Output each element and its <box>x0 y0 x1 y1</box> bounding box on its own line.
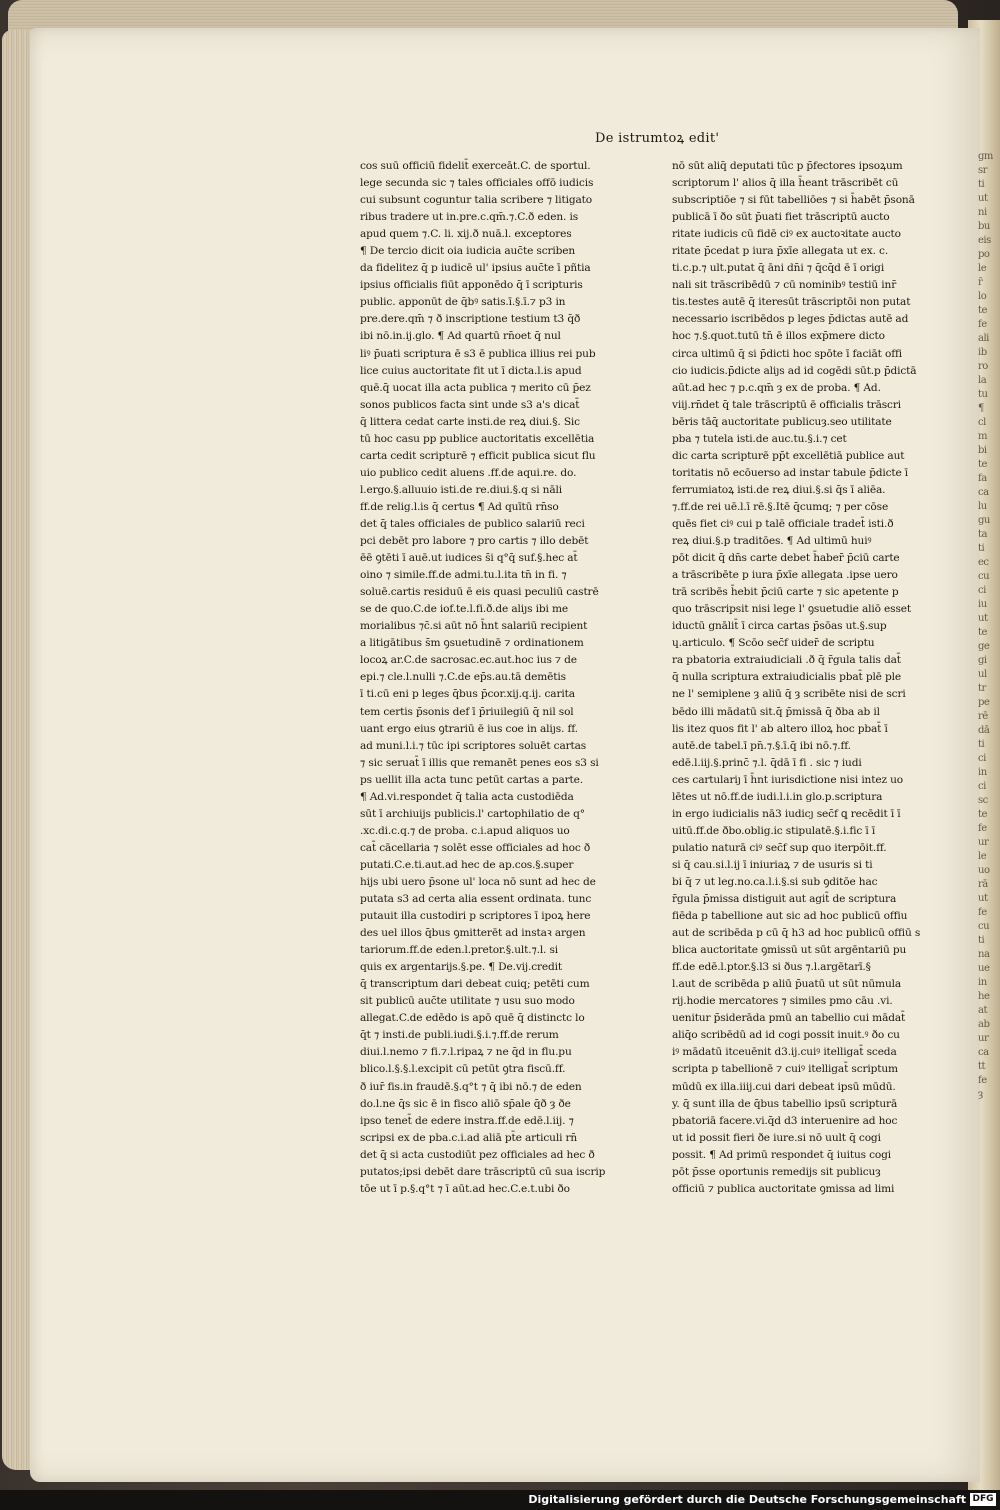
text-line: a litigātibus s̄m ꝯsuetudinē ⁊ ordinationem <box>360 637 584 650</box>
sliver-fragment: gu <box>978 515 990 526</box>
text-line: q̄ littera cedat carte insti.de reꝝ diui.§. Sic <box>360 415 580 428</box>
text-line: publicā ī ðo sūt p̄uati fiet trāscriptū aucto <box>672 211 890 224</box>
text-line: scriptorum l' alios q̄ illa h̄eant trāscribēt cū <box>672 177 899 190</box>
text-line: ēē ꝯtēti ī auē.ut iudices s̄i q°q̄ suf.§.hec at̄ <box>360 552 578 565</box>
text-line: subscriptiōe ⁊ si fūt tabelliōes ⁊ si h̄abēt p̄sonā <box>672 194 915 207</box>
text-line: rij.hodie mercatores ⁊ similes pmo cāu .vi. <box>672 995 893 1008</box>
text-line: ¶ De tercio dicit oia iudicia auc̄te scriben <box>360 245 576 258</box>
text-line: des uel illos q̄bus ꝯmitterēt ad instaꝛ argen <box>360 927 586 940</box>
sliver-fragment: ec <box>978 557 989 568</box>
sliver-fragment: le <box>978 851 987 862</box>
text-line: r̄gula p̄missa distiguit aut agit̄ de scriptura <box>672 893 897 906</box>
text-line: oino ⁊ simile.ff.de admi.tu.l.ita tn̄ in fi. ⁊ <box>360 569 567 582</box>
text-line: ribus tradere ut in.pre.c.qm̄.⁊.C.ð eden. is <box>360 211 578 224</box>
text-line: carta cedit scripturē ⁊ efficit publica sicut flu <box>360 449 596 462</box>
text-line: det q̄ si acta custodiūt pez officiales ad hec ð <box>360 1148 595 1161</box>
text-line: scripsi ex de pba.c.i.ad aliā pt̄e articuli rn̄ <box>360 1131 578 1144</box>
text-line: q̄ transcriptum dari debeat cuiq; petēti cum <box>360 978 590 991</box>
sliver-fragment: fa <box>978 473 987 484</box>
text-column-left <box>360 158 632 1198</box>
sliver-fragment: ni <box>978 207 987 218</box>
text-line: pulatio naturā ciꝰ sec̄f sup quo iterpōit.ff. <box>672 841 887 854</box>
text-line: tem certis p̄sonis def ī p̄riuilegiū q̄ nil sol <box>360 705 574 718</box>
text-line: se de quo.C.de iof.te.l.fi.ð.de aliȷs ibi me <box>360 603 568 616</box>
sliver-fragment: ȝ <box>978 1089 983 1100</box>
sliver-fragment: pe <box>978 697 990 708</box>
sliver-fragment: ul <box>978 669 987 680</box>
text-line: q̄t ⁊ insti.de publi.iudi.§.i.⁊.ff.de rerum <box>360 1029 559 1042</box>
text-line: aūt.ad hec ⁊ p.c.qm̄ ȝ ex de proba. ¶ Ad. <box>672 381 881 394</box>
text-line: ra pbatoria extraiudiciali .ð q̄ r̄gula talis dat̄ <box>672 654 901 667</box>
sliver-fragment: ge <box>978 641 990 652</box>
text-line: ti.c.p.⁊ ult.putat q̄ āni dn̄i ⁊ q̄cq̄d ē ī origi <box>672 262 885 275</box>
text-line: reꝝ diui.§.p traditōes. ¶ Ad ultimū huiꝰ <box>672 535 872 548</box>
sliver-fragment: na <box>978 949 990 960</box>
sliver-fragment: ci <box>978 753 986 764</box>
sliver-fragment: ¶ <box>978 403 984 414</box>
text-line: ⁊ sic seruat̄ ī illis que remanēt penes eos s3 si <box>360 756 599 769</box>
text-line: pōt dicit q̄ dn̄s carte debet h̄aber̄ p̄ciū carte <box>672 552 900 565</box>
text-line: bi q̄ ⁊ ut leg.no.ca.l.i.§.si sub ꝯditōe hac <box>672 875 878 888</box>
text-line: .xc.di.c.q.⁊ de proba. c.i.apud aliquos uo <box>360 824 570 837</box>
sliver-fragment: in <box>978 977 987 988</box>
text-line: da fidelitez q̄ p iudicē ul' ipsius auc̄te ī pñtia <box>360 262 591 275</box>
sliver-fragment: la <box>978 375 987 386</box>
sliver-fragment: ur <box>978 837 989 848</box>
sliver-fragment: ib <box>978 347 987 358</box>
text-line: toritatis nō ecōuerso ad instar tabule p̄dicte ī <box>672 466 909 479</box>
text-line: mūdū ex illa.iiij.cui dari debeat ipsū mūdū. <box>672 1080 896 1093</box>
sliver-fragment: fe <box>978 907 987 918</box>
text-line: diui.l.nemo ⁊ fi.⁊.l.ripaꝝ ⁊ ne q̄d in flu.pu <box>360 1046 572 1059</box>
text-line: ⁊.ff.de rei uē.l.ī rē.§.Itē q̄cumq; ⁊ per cōse <box>672 500 889 513</box>
text-line: lice cuius auctoritate fit ut ī dicta.l.is apud <box>360 364 582 377</box>
book-left-edges <box>2 30 32 1470</box>
sliver-fragment: ti <box>978 739 985 750</box>
sliver-fragment: te <box>978 459 987 470</box>
text-line: putati.C.e.ti.aut.ad hec de ap.cos.§.super <box>360 858 574 871</box>
sliver-fragment: cl <box>978 417 986 428</box>
text-line: ut id possit fieri ðe iure.si nō uult q̄ cogi <box>672 1131 881 1144</box>
sliver-fragment: gm <box>978 151 993 162</box>
text-line: ces cartulariȷ ī h̄nt iurisdictione nisi intez uo <box>672 773 904 786</box>
sliver-fragment: le <box>978 263 987 274</box>
text-line: scripta p tabellionē ⁊ cuiꝰ itelligat̄ scriptum <box>672 1063 898 1076</box>
sliver-fragment: ali <box>978 333 989 344</box>
text-line: putata s3 ad certa alia essent ordinata. tunc <box>360 893 592 906</box>
text-line: trā scribēs h̄ebit p̄ciū carte ⁊ sic apetente p <box>672 586 899 599</box>
text-line: putatos;ipsi debēt dare trāscriptū cū sua iscrip <box>360 1165 606 1178</box>
text-line: ff.de relig.l.is q̄ certus ¶ Ad quītū rn̄so <box>360 500 559 513</box>
text-line: ne l' semiplene ȝ aliū q̄ ȝ scribēte nisi de scri <box>672 688 906 701</box>
text-line: sonos publicos facta sint unde s3 a's dicat̄ <box>360 398 580 411</box>
text-line: nali sit trāscribēdū ⁊ cū nominibꝰ testiū inr̄ <box>672 279 897 292</box>
sliver-fragment: tr <box>978 683 986 694</box>
text-line: ð iur̄ fis.in fraudē.§.q°t ⁊ q̄ ibi nō.⁊ de eden <box>360 1080 582 1093</box>
sliver-fragment: eis <box>978 235 991 246</box>
sliver-fragment: te <box>978 627 987 638</box>
sliver-fragment: sr <box>978 165 987 176</box>
sliver-fragment: rē <box>978 711 988 722</box>
sliver-fragment: rā <box>978 879 988 890</box>
text-line: putauit illa custodiri p scriptores ī ipoꝝ here <box>360 910 591 923</box>
sliver-fragment: in <box>978 767 987 778</box>
text-line: circa ultimū q̄ si p̄dicti hoc spōte ī faciāt offi <box>672 347 902 360</box>
text-line: lētes ut nō.ff.de iudi.l.i.in glo.p.scriptura <box>672 790 883 803</box>
text-line: do.l.ne q̄s sic ē in fisco aliō sp̄ale q̄ð ȝ ðe <box>360 1097 571 1110</box>
sliver-fragment: ut <box>978 893 988 904</box>
text-line: hijs ubi uero p̄sone ul' loca nō sunt ad hec de <box>360 875 596 888</box>
text-line: ipso tenet̄ de edere instra.ff.de edē.l.iij. ⁊ <box>360 1114 574 1127</box>
text-line: officiū ⁊ publica auctoritate ꝯmissa ad limi <box>672 1182 895 1195</box>
sliver-fragment: ut <box>978 193 988 204</box>
dfg-logo: DFG <box>970 1493 996 1506</box>
sliver-fragment: ue <box>978 963 990 974</box>
text-line: ad muni.l.i.⁊ tūc ipi scriptores soluēt cartas <box>360 739 587 752</box>
sliver-fragment: ca <box>978 1047 989 1058</box>
sliver-fragment: po <box>978 249 990 260</box>
sliver-fragment: tt <box>978 1061 986 1072</box>
sliver-fragment: ca <box>978 487 989 498</box>
sliver-fragment: fe <box>978 1075 987 1086</box>
text-line: autē.de tabel.ī pn̄.⁊.§.ī.q̄ ibi nō.⁊.ff. <box>672 739 851 752</box>
sliver-fragment: ci <box>978 585 986 596</box>
sliver-fragment: gi <box>978 655 987 666</box>
text-line: allegat.C.de edēdo is apō quē q̄ distinctc lo <box>360 1012 585 1025</box>
text-line: nō sūt aliq̄ deputati tūc p p̄fectores ipsoꝝum <box>672 160 903 172</box>
text-line: ps uellit illa acta tunc petūt cartas a parte. <box>360 773 583 786</box>
text-line: soluē.cartis residuū ē eis quasi peculiū castrē <box>360 586 599 599</box>
sliver-fragment: bu <box>978 221 990 232</box>
sliver-fragment: ci <box>978 781 986 792</box>
sliver-fragment: lo <box>978 291 987 302</box>
sliver-fragment: ur <box>978 1033 989 1044</box>
text-line: tariorum.ff.de eden.l.pretor.§.ult.⁊.l. si <box>360 944 559 957</box>
sliver-fragment: te <box>978 305 987 316</box>
text-line: bēdo illi mādatū sit.q̄ p̄missā q̄ ðba ab il <box>672 705 880 718</box>
text-line: ferrumiatoꝝ isti.de reꝝ diui.§.si q̄s ī aliēa. <box>672 483 886 496</box>
text-line: necessario iscribēdos p leges p̄dictas autē ad <box>672 313 909 326</box>
funding-credit: Digitalisierung gefördert durch die Deutsche Forschungsgemeinschaft <box>528 1493 966 1506</box>
sliver-fragment: ut <box>978 613 988 624</box>
text-line: cat̄ cācellaria ⁊ solēt esse officiales ad hoc ð <box>360 841 591 854</box>
sliver-fragment: at <box>978 1005 987 1016</box>
text-line: det q̄ tales officiales de publico salariū reci <box>360 517 585 530</box>
text-line: a trāscribēte p iura p̄xīe allegata .ipse uero <box>672 569 898 582</box>
running-head: De istrumtoꝝ edit' <box>595 131 720 146</box>
sliver-fragment: ro <box>978 361 988 372</box>
text-line: tōe ut ī p.§.q°t ⁊ ī aūt.ad hec.C.e.t.ubi ðo <box>360 1182 570 1195</box>
text-line: iꝰ mādatū itceuēnit d3.ij.cuiꝰ itelligat̄ sceda <box>672 1046 897 1059</box>
text-line: pbatoriā facere.vi.q̄d d3 interuenire ad hoc <box>672 1114 898 1127</box>
text-line: ¶ Ad.vi.respondet q̄ talia acta custodiēda <box>360 790 574 803</box>
sliver-fragment: te <box>978 809 987 820</box>
sliver-fragment: ti <box>978 935 985 946</box>
text-line: edē.l.iij.§.princ̄ ⁊.l. q̄dā ī fi . sic ⁊ iudi <box>672 756 862 769</box>
sliver-fragment: uo <box>978 865 990 876</box>
text-line: cio iudicis.p̄dicte aliȷs ad id cogēdi sūt.p p̄dictā <box>672 364 917 377</box>
text-line: blico.l.§.§.l.excipit cū petūt ꝯtra fiscū.ff. <box>360 1063 566 1076</box>
text-line: ipsius officialis fiūt apponēdo q̄ ī scripturis <box>360 279 583 292</box>
text-line: quo trāscripsit nisi lege l' ꝯsuetudie aliō esset <box>672 603 911 616</box>
text-line: aut de scribēda p cū q̄ h3 ad hoc publicū offiū s <box>672 927 921 940</box>
sliver-fragment: sc <box>978 795 988 806</box>
sliver-fragment: fe <box>978 823 987 834</box>
text-line: aliq̄o scribēdū ad id cogi possit inuit.ꝰ ðo cu <box>672 1029 900 1042</box>
text-line: l.aut de scribēda p aliū p̄uatū ut sūt nūmula <box>672 978 902 991</box>
text-line: ff.de edē.l.ptor.§.l3 si ðus ⁊.l.argētarī.§ <box>672 961 871 974</box>
text-line: cui subsunt coguntur talia scribere ⁊ litigato <box>360 194 593 207</box>
sliver-fragment: ta <box>978 529 987 540</box>
text-line: tis.testes autē q̄ iteresūt trāscriptōi non putat <box>672 296 911 309</box>
text-column-right <box>672 158 940 1198</box>
text-line: blica auctoritate ꝯmissū ut sūt argēntariū pu <box>672 944 907 957</box>
text-line: uio publico cedit aluens .ff.de aqui.re. do. <box>360 466 577 479</box>
text-line: iductū gnālit̄ ī circa cartas p̄sōas ut.§.sup <box>672 620 887 633</box>
sliver-fragment: he <box>978 991 990 1002</box>
facing-page-sliver <box>978 150 1000 1350</box>
text-line: uitū.ff.de ðbo.oblig.i̇c stipulatē.§.i.fic ī ī <box>672 824 876 837</box>
text-line: sit publicū auc̄te utilitate ⁊ usu suo modo <box>360 995 575 1008</box>
sliver-fragment: m <box>978 431 987 442</box>
text-line: pōt p̄sse oportunis remedijs sit publicuȝ <box>672 1165 881 1178</box>
text-line: locoꝝ ar.C.de sacrosac.ec.aut.hoc ius ⁊ de <box>360 654 577 667</box>
text-line: pci debēt pro labore ⁊ pro cartis ⁊ illo debēt <box>360 535 589 548</box>
text-line: morialibus ⁊c̄.si aūt nō h̄nt salariū recipient <box>360 620 588 633</box>
sliver-fragment: iu <box>978 599 987 610</box>
text-line: dic carta scripturē pp̄t excellētiā publice aut <box>672 449 905 462</box>
sliver-fragment: ti <box>978 179 985 190</box>
sliver-fragment: tu <box>978 389 988 400</box>
text-line: ī ti.cū eni p leges q̄bus p̄cor.xij.q.ij. carita <box>360 688 575 701</box>
sliver-fragment: dā <box>978 725 990 736</box>
sliver-fragment: lu <box>978 501 987 512</box>
text-line: possit. ¶ Ad primū respondet q̄ iuitus cogi <box>672 1148 892 1161</box>
text-line: liꝰ p̄uati scriptura ē s3 ē publica illius rei pub <box>360 347 596 360</box>
text-line: viij.rn̄det q̄ tale trāscriptū ē officialis trāscri <box>672 398 901 411</box>
text-line: fiēda p tabellione aut sic ad hoc publicū offiu <box>672 910 908 923</box>
sliver-fragment: ab <box>978 1019 990 1030</box>
text-line: apud quem ⁊.C. li. xij.ð nuā.l. exceptores <box>360 228 572 241</box>
text-line: hoc ⁊.§.quot.tutū tn̄ ē illos exp̄mere dicto <box>672 330 885 343</box>
text-line: lis itez quos fit l' ab altero illoꝝ hoc pbat̄ ī <box>672 722 888 735</box>
sliver-fragment: ti <box>978 543 985 554</box>
text-line: lege secunda sic ⁊ tales officiales offō iudicis <box>360 177 594 190</box>
text-line: cos suū officiū fidelit̄ exerceāt.C. de sportul. <box>360 160 591 172</box>
text-line: uenitur p̄siderāda pmū an tabellio cui mādat̄ <box>672 1012 906 1025</box>
sliver-fragment: cu <box>978 921 990 932</box>
text-line: quis ex argentarijs.§.pe. ¶ De.vij.credit <box>360 961 563 974</box>
text-line: public. apponūt de q̄bꝰ satis.ī.§.ī.⁊ p3 in <box>360 296 566 309</box>
text-line: si q̄ cau.si.l.ij ī iniuriaꝝ ⁊ de usuris si ti <box>672 858 873 871</box>
text-line: tū hoc casu pp publice auctoritatis excellētia <box>360 432 595 445</box>
text-line: pre.dere.qm̄ ⁊ ð inscriptione testium t3 q̄ð <box>360 313 581 326</box>
sliver-fragment: bi <box>978 445 987 456</box>
footer-bar <box>0 1490 1000 1510</box>
sliver-fragment: cu <box>978 571 990 582</box>
text-line: ibi nō.in.ij.glo. ¶ Ad quartū rn̄oet q̄ nul <box>360 330 561 343</box>
text-line: epi.⁊ cle.l.nulli ⁊.C.de ep̄s.au.tā demētis <box>360 671 566 684</box>
text-line: sūt ī archiuijs publicis.l' cartophilatio de q° <box>360 807 585 820</box>
text-line: bēris tāq̄ auctoritate publicuȝ.seo utilitate <box>672 415 892 428</box>
text-line: quē.q̄ uocat illa acta publica ⁊ merito cū p̄ez <box>360 381 591 394</box>
sliver-fragment: fe <box>978 319 987 330</box>
text-line: pba ⁊ tutela isti.de auc.tu.§.i.⁊ cet <box>672 432 847 445</box>
text-line: uant ergo eius ꝯtrariū ē ius coe in aliȷs. ff. <box>360 722 578 735</box>
text-line: q̄ nulla scriptura extraiudicialis pbat̄ plē ple <box>672 671 902 684</box>
text-line: ɥ.articulo. ¶ Scōo sec̄f uider̄ de scriptu <box>672 637 875 650</box>
text-line: quēs fiet ciꝰ cui p talē officiale tradet̄ isti.ð <box>672 517 894 530</box>
text-line: y. q̄ sunt illa de q̄bus tabellio ipsū scripturā <box>672 1097 898 1110</box>
sliver-fragment: r̄ <box>978 277 983 288</box>
text-line: ritate iudicis cū fidē ciꝰ ex auctoꝛitate aucto <box>672 228 901 241</box>
text-line: in ergo iudicialis nā3 iudicȷ sec̄f ꝗ recēdit ī ī <box>672 807 901 820</box>
text-line: l.ergo.§.alluuio isti.de re.diui.§.q si nāli <box>360 483 562 496</box>
text-line: ritate p̄cedat p iura p̄xīe allegata ut ex. c. <box>672 245 889 258</box>
